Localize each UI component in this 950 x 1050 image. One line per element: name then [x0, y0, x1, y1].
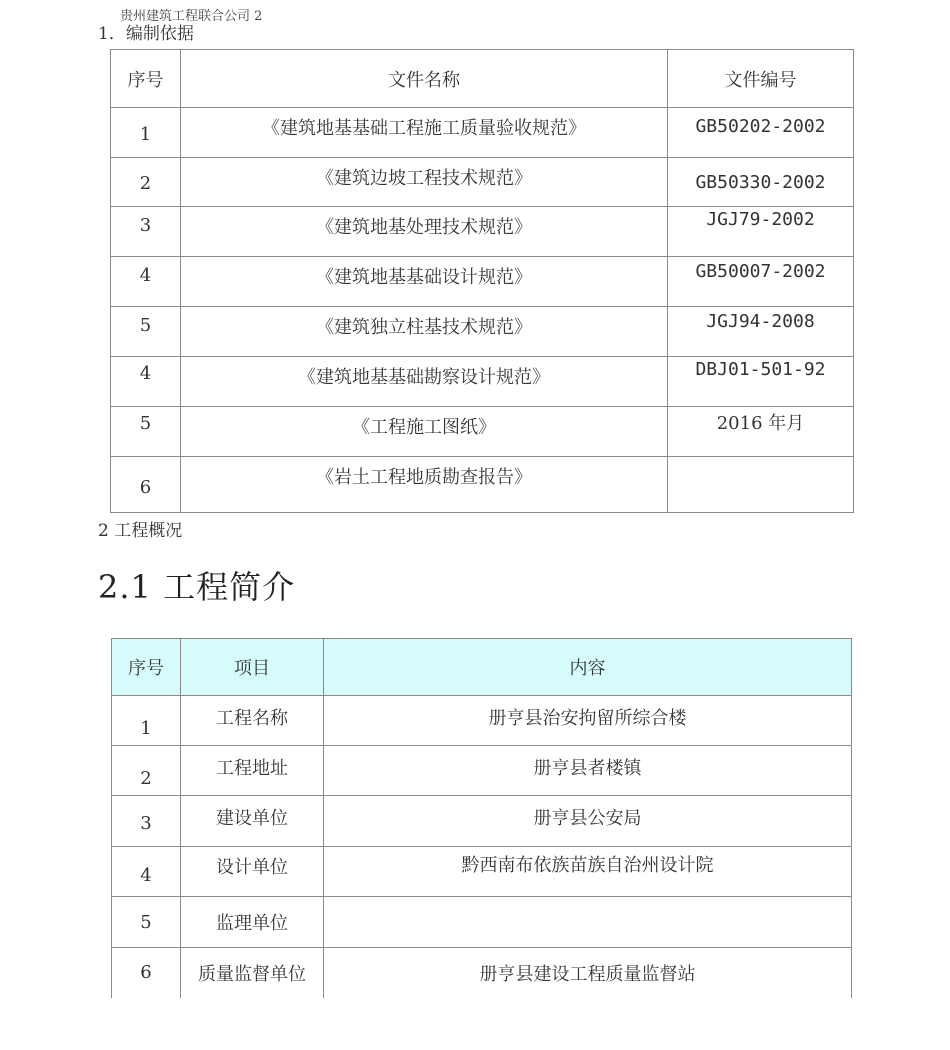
item-content: 册亨县建设工程质量监督站	[324, 948, 852, 998]
section-2-1-title: 2.1 工程简介	[98, 568, 296, 606]
header-content: 内容	[324, 639, 852, 696]
doc-code: DBJ01-501-92	[668, 357, 854, 407]
project-info-table	[111, 638, 852, 998]
table-row	[111, 207, 854, 257]
row-index: 4	[112, 847, 181, 897]
doc-name: 《建筑边坡工程技术规范》	[181, 158, 668, 207]
doc-name: 《建筑独立柱基技术规范》	[181, 307, 668, 357]
doc-code: GB50330-2002	[668, 158, 854, 207]
row-index: 3	[112, 796, 181, 847]
row-index: 5	[111, 407, 181, 457]
item-label: 工程名称	[181, 696, 324, 746]
row-index: 1	[112, 696, 181, 746]
item-label: 建设单位	[181, 796, 324, 847]
doc-code: JGJ79-2002	[668, 207, 854, 257]
header-item: 项目	[181, 639, 324, 696]
row-index: 6	[111, 457, 181, 513]
table-row	[112, 948, 852, 998]
basis-table	[110, 49, 854, 513]
table-row	[111, 257, 854, 307]
page-header-note: 贵州建筑工程联合公司 2	[120, 9, 263, 24]
row-index: 4	[111, 257, 181, 307]
header-index: 序号	[111, 50, 181, 108]
doc-name: 《建筑地基处理技术规范》	[181, 207, 668, 257]
header-index: 序号	[112, 639, 181, 696]
row-index: 2	[111, 158, 181, 207]
item-content: 黔西南布依族苗族自治州设计院	[324, 847, 852, 897]
section-2-title: 2 工程概况	[98, 521, 183, 541]
table-row	[112, 796, 852, 847]
doc-name: 《岩土工程地质勘查报告》	[181, 457, 668, 513]
section-1-title: 1．编制依据	[98, 24, 194, 44]
item-label: 质量监督单位	[181, 948, 324, 998]
table-row	[112, 897, 852, 948]
item-content: 册亨县公安局	[324, 796, 852, 847]
item-content	[324, 897, 852, 948]
doc-code: JGJ94-2008	[668, 307, 854, 357]
row-index: 4	[111, 357, 181, 407]
row-index: 6	[112, 948, 181, 998]
table-row	[111, 357, 854, 407]
table-row	[111, 108, 854, 158]
table-row	[111, 158, 854, 207]
item-content: 册亨县者楼镇	[324, 746, 852, 796]
doc-name: 《建筑地基基础勘察设计规范》	[181, 357, 668, 407]
doc-code	[668, 457, 854, 513]
doc-name: 《建筑地基基础设计规范》	[181, 257, 668, 307]
table-row	[111, 457, 854, 513]
item-content: 册亨县治安拘留所综合楼	[324, 696, 852, 746]
row-index: 2	[112, 746, 181, 796]
header-doc-name: 文件名称	[181, 50, 668, 108]
doc-code: GB50007-2002	[668, 257, 854, 307]
info-table-header	[112, 639, 852, 696]
header-doc-code: 文件编号	[668, 50, 854, 108]
table-row	[112, 746, 852, 796]
item-label: 监理单位	[181, 897, 324, 948]
basis-table-header	[111, 50, 854, 108]
table-row	[112, 847, 852, 897]
item-label: 设计单位	[181, 847, 324, 897]
doc-code: GB50202-2002	[668, 108, 854, 158]
row-index: 1	[111, 108, 181, 158]
row-index: 5	[111, 307, 181, 357]
table-row	[112, 696, 852, 746]
row-index: 3	[111, 207, 181, 257]
row-index: 5	[112, 897, 181, 948]
doc-name: 《工程施工图纸》	[181, 407, 668, 457]
doc-name: 《建筑地基基础工程施工质量验收规范》	[181, 108, 668, 158]
item-label: 工程地址	[181, 746, 324, 796]
doc-code: 2016 年月	[668, 407, 854, 457]
table-row	[111, 407, 854, 457]
table-row	[111, 307, 854, 357]
